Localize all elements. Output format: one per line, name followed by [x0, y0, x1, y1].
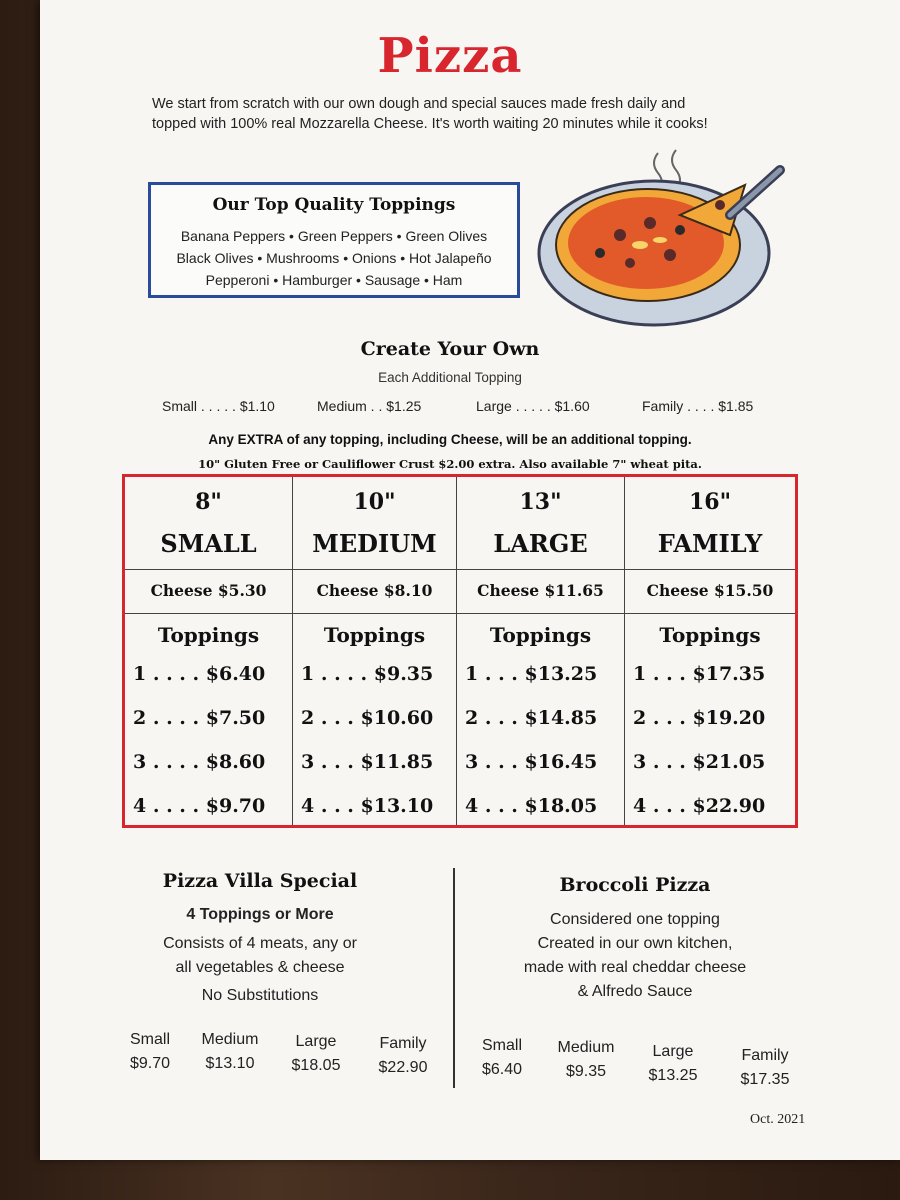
size-inches: 13" — [519, 489, 562, 515]
desc-line: all vegetables & cheese — [175, 959, 345, 976]
menu-page — [40, 0, 900, 1160]
addon-price-family — [642, 398, 753, 414]
broccoli-desc — [480, 908, 790, 1004]
price-value: $9.70 — [129, 1055, 171, 1072]
villa-price-small — [120, 1028, 180, 1076]
price-size: Family — [741, 1047, 789, 1064]
topping-tier-price: 1 . . . . $9.35 — [301, 663, 434, 685]
price-value: $6.40 — [481, 1061, 523, 1078]
topping-tier-price: 1 . . . . $6.40 — [133, 663, 266, 685]
size-column-large — [457, 477, 625, 825]
size-column-medium — [293, 477, 457, 825]
toppings-label: Toppings — [157, 623, 260, 647]
price-size: Medium — [201, 1031, 259, 1048]
toppings-heading: Our Top Quality Toppings — [212, 195, 456, 215]
price-value: $17.35 — [740, 1071, 790, 1088]
toppings-line: Banana Peppers • Green Peppers • Green Olives — [180, 228, 488, 244]
villa-special-desc — [100, 932, 420, 1008]
toppings-box — [148, 182, 520, 298]
price-value: $22.90 — [378, 1059, 428, 1076]
topping-tier-price: 2 . . . $14.85 — [465, 707, 598, 729]
addon-price: $1.60 — [554, 398, 590, 414]
topping-tier-price: 4 . . . . $9.70 — [133, 795, 266, 817]
topping-tier-price: 2 . . . $10.60 — [301, 707, 434, 729]
addon-price-medium — [317, 398, 421, 414]
toppings-label: Toppings — [659, 623, 761, 647]
desc-line: Created in our own kitchen, — [537, 935, 733, 952]
price-size: Small — [129, 1031, 170, 1048]
intro-line: We start from scratch with our own dough and special sauces made fresh daily and — [152, 96, 686, 112]
menu-date: Oct. 2021 — [750, 1112, 806, 1127]
extra-topping-note: Any EXTRA of any topping, including Cheese, will be an additional topping. — [208, 432, 692, 447]
addon-price: $1.85 — [718, 398, 754, 414]
topping-tier-price: 1 . . . $17.35 — [633, 663, 766, 685]
create-your-own-title: Create Your Own — [360, 338, 540, 360]
price-size: Large — [652, 1043, 694, 1060]
price-size: Small — [481, 1037, 522, 1054]
broccoli-price-large — [638, 1040, 708, 1088]
desc-line: Consists of 4 meats, any or — [163, 935, 357, 952]
desc-line: No Substitutions — [201, 987, 319, 1004]
villa-special-title: Pizza Villa Special — [162, 870, 358, 892]
topping-tier-price: 3 . . . . $8.60 — [133, 751, 266, 773]
cheese-price: Cheese $11.65 — [477, 581, 604, 600]
price-size: Medium — [557, 1039, 615, 1056]
intro-text — [152, 94, 792, 134]
toppings-line: Black Olives • Mushrooms • Onions • Hot Jalapeño — [176, 250, 492, 266]
topping-tier-price: 4 . . . $22.90 — [633, 795, 766, 817]
additional-topping-subtitle: Each Additional Topping — [378, 370, 522, 385]
price-size: Family — [379, 1035, 427, 1052]
villa-price-medium — [192, 1028, 268, 1076]
addon-size: Family — [642, 398, 684, 414]
topping-tier-price: 4 . . . $13.10 — [301, 795, 434, 817]
size-name: MEDIUM — [312, 529, 437, 558]
size-inches: 8" — [195, 489, 222, 515]
villa-price-large — [284, 1030, 348, 1078]
topping-tier-price: 1 . . . $13.25 — [465, 663, 598, 685]
desc-line: made with real cheddar cheese — [523, 959, 747, 976]
size-name: FAMILY — [657, 529, 763, 558]
size-name: LARGE — [493, 529, 588, 558]
toppings-line: Pepperoni • Hamburger • Sausage • Ham — [205, 272, 463, 288]
price-value: $9.35 — [565, 1063, 607, 1080]
topping-tier-price: 4 . . . $18.05 — [465, 795, 598, 817]
cheese-price: Cheese $8.10 — [316, 581, 433, 600]
pizza-illustration — [530, 145, 790, 330]
addon-size: Small — [162, 398, 198, 414]
desc-line: & Alfredo Sauce — [577, 983, 693, 1000]
size-inches: 10" — [353, 489, 396, 515]
broccoli-section — [480, 874, 790, 1004]
topping-tier-price: 2 . . . . $7.50 — [133, 707, 266, 729]
topping-tier-price: 3 . . . $11.85 — [301, 751, 434, 773]
intro-line: topped with 100% real Mozzarella Cheese. It's worth waiting 20 minutes while it cooks! — [152, 116, 708, 132]
toppings-label: Toppings — [489, 623, 592, 647]
addon-price-small — [162, 398, 275, 414]
size-name: SMALL — [160, 529, 257, 558]
size-inches: 16" — [688, 489, 732, 515]
addon-dots: . . . . . — [511, 398, 555, 414]
broccoli-price-medium — [548, 1036, 624, 1084]
page-title: Pizza — [377, 28, 523, 84]
addon-price: $1.25 — [386, 398, 422, 414]
addon-price-large — [476, 398, 590, 414]
price-value: $18.05 — [291, 1057, 341, 1074]
desc-line: Considered one topping — [550, 911, 720, 928]
addon-dots: . . — [366, 398, 387, 414]
addon-size: Medium — [317, 398, 367, 414]
topping-tier-price: 3 . . . $16.45 — [465, 751, 598, 773]
price-value: $13.25 — [648, 1067, 698, 1084]
addon-price: $1.10 — [239, 398, 275, 414]
price-size: Large — [295, 1033, 337, 1050]
crust-note: 10" Gluten Free or Cauliflower Crust $2.00 extra. Also available 7" wheat pita. — [198, 457, 702, 471]
addon-dots: . . . . . — [197, 398, 240, 414]
price-value: $13.10 — [205, 1055, 255, 1072]
size-column-family — [625, 477, 795, 825]
addon-size: Large — [476, 398, 512, 414]
addon-dots: . . . . — [683, 398, 719, 414]
topping-tier-price: 3 . . . $21.05 — [633, 751, 766, 773]
villa-special-section — [100, 870, 420, 1008]
toppings-label: Toppings — [323, 623, 426, 647]
broccoli-price-small — [472, 1034, 532, 1082]
broccoli-title: Broccoli Pizza — [559, 874, 711, 896]
topping-tier-price: 2 . . . $19.20 — [633, 707, 766, 729]
section-divider — [453, 868, 455, 1088]
broccoli-price-family — [728, 1044, 802, 1092]
cheese-price: Cheese $5.30 — [150, 581, 267, 600]
villa-price-family — [368, 1032, 438, 1080]
villa-special-subtitle: 4 Toppings or More — [186, 906, 334, 923]
price-table — [122, 474, 798, 828]
cheese-price: Cheese $15.50 — [646, 581, 774, 600]
size-column-small — [125, 477, 293, 825]
